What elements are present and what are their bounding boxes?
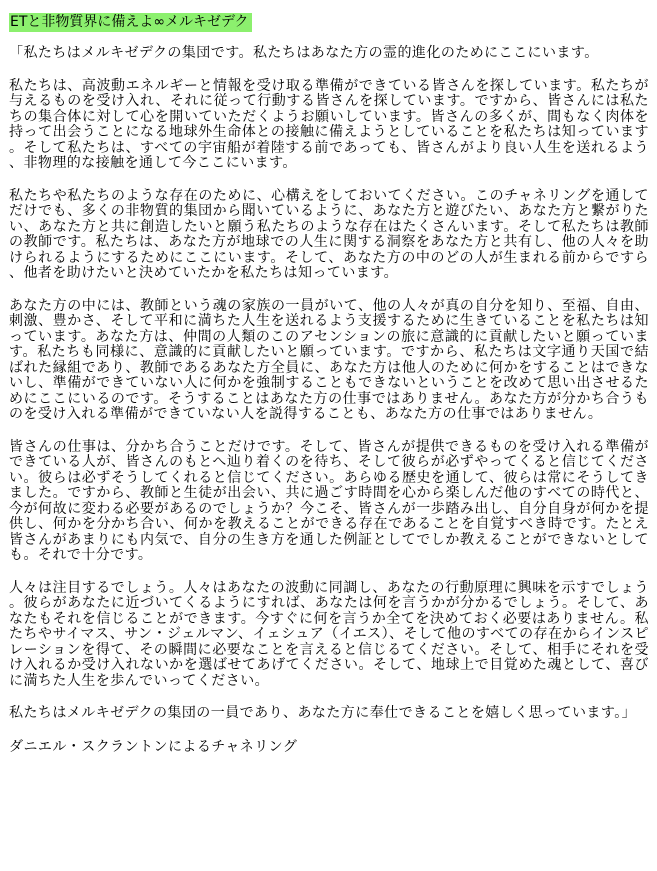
paragraph: 私たちや私たちのような存在のために、心構えをしておいてください。このチャネリングを通してだけでも、多くの非物質的集団から聞いているように、あなた方と遊びたい、あなた方と繋がりたい、あなた方と共に創造したいと願う私たちのような存在はたくさんいます。そして私たちは教師の教師です。私たちは、あなた方が地球での人生に関する洞察をあなた方と共有し、他の人々を助けられるようにするためにここにいます。そして、あなた方の中のどの人が生まれる前からですら、他者を助けたいと決めていたかを私たちは知っています。 bbox=[9, 187, 649, 281]
paragraph-closing: 私たちはメルキゼデクの集団の一員であり、あなた方に奉仕できることを嬉しく思っています。」 bbox=[9, 705, 637, 721]
paragraph: 皆さんの仕事は、分かち合うことだけです。そして、皆さんが提供できるものを受け入れる準備ができている人が、皆さんのもとへ辿り着くのを待ち、そして彼らが必ずやってくると信じてください。彼らは必ずそうしてくれると信じてください。あらゆる歴史を通して、彼らは常にそうしてきました。ですから、教師と生徒が出会い、共に過ごす時間を心から楽しんだ他のすべての時代と、今が何故に変わる必要があるのでしょうか？今こそ、皆さんが一歩踏み出し、自分自身が何かを提供し、何かを分かち合い、何かを教えることができる存在であることを自覚すべき時です。たとえ皆さんがあまりにも内気で、自分の生き方を通した例証としてでしか教えることができないとしても。それで十分です。 bbox=[9, 438, 649, 563]
page-title: ETと非物質界に備えよ∞メルキゼデク bbox=[9, 13, 252, 32]
paragraph: あなた方の中には、教師という魂の家族の一員がいて、他の人々が真の自分を知り、至福、自由、刺激、豊かさ、そして平和に満ちた人生を送れるよう支援するために生きていることを私たちは知っています。あなた方は、仲間の人類のこのアセンションの旅に意識的に貢献したいと願っています。私たちも同様に、意識的に貢献したいと願っています。ですから、私たちは文字通り天国で結ばれた縁組であり、教師であるあなた方全員に、あなた方は他人のために何かをすることはできないし、準備ができていない人に何かを強制することもできないということを改めて思い出させるためにここにいるのです。そうすることはあなた方の仕事ではありません。あなた方が分かち合うものを受け入れる準備ができていない人を説得することも、あなた方の仕事ではありません。 bbox=[9, 297, 649, 422]
paragraph-intro: 「私たちはメルキゼデクの集団です。私たちはあなた方の霊的進化のためにここにいます。 bbox=[9, 45, 599, 61]
paragraph: 人々は注目するでしょう。人々はあなたの波動に同調し、あなたの行動原理に興味を示すでしょう。彼らがあなたに近づいてくるようにすれば、あなたは何を言うかが分かるでしょう。そして、あなたもそれを信じることができます。今すぐに何を言うか全てを決めておく必要はありません。私たちやサイマス、サン・ジェルマン、イェシュア（イエス）、そして他のすべての存在からインスピレーションを得て、その瞬間に必要なことを言えると信じるてください。そして、相手にそれを受け入れるか受け入れないかを選ばせてあげてください。そして、地球上で目覚めた魂として、喜びに満ちた人生を歩んでいってください。 bbox=[9, 579, 649, 689]
article bbox=[9, 11, 649, 755]
paragraph: 私たちは、高波動エネルギーと情報を受け取る準備ができている皆さんを探しています。私たちが与えるものを受け入れ、それに従って行動する皆さんを探しています。ですから、皆さんには私たちの集合体に対して心を開いていただくようお願いしています。皆さんの多くが、間もなく肉体を持って出会うことになる地球外生命体との接触に備えようとしていることを私たちは知っています。そして私たちは、すべての宇宙船が着陸する前であっても、皆さんがより良い人生を送れるよう、非物理的な接触を通して今ここにいます。 bbox=[9, 77, 649, 171]
title-container bbox=[9, 11, 649, 32]
signature: ダニエル・スクラントンによるチャネリング bbox=[9, 738, 298, 755]
